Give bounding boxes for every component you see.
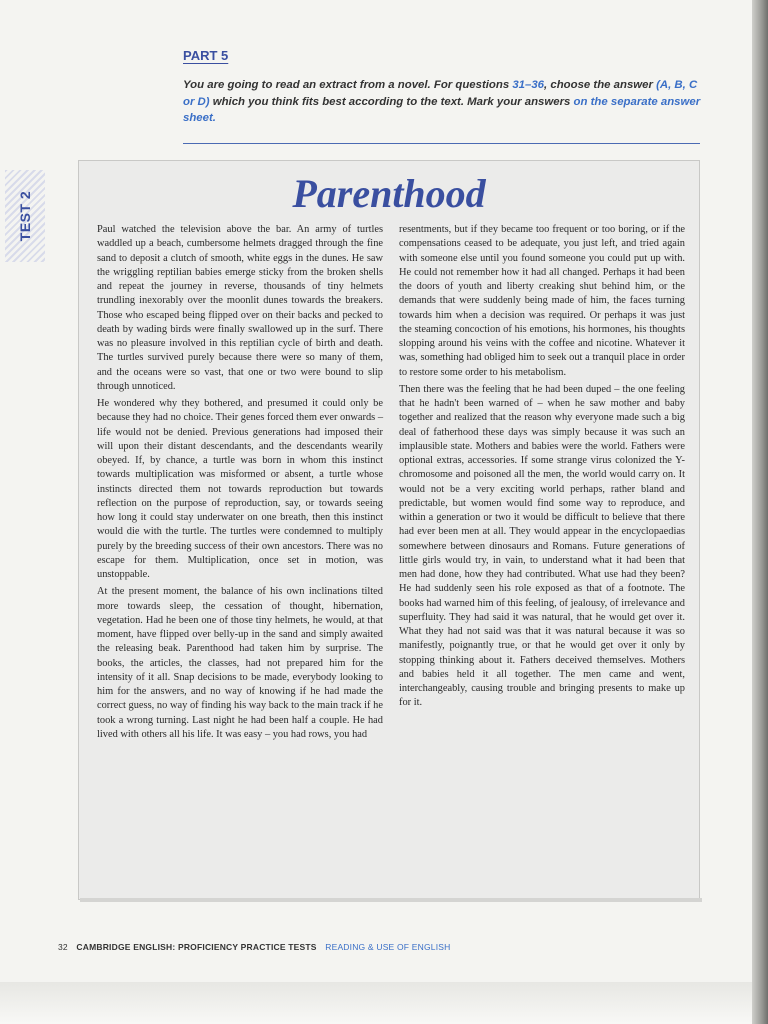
panel-shadow	[80, 898, 702, 902]
article-column-right	[399, 223, 685, 714]
page-footer	[58, 942, 450, 952]
part-title: PART 5	[183, 48, 229, 63]
instructions-text-1: You are going to read an extract from a novel. For questions	[183, 79, 513, 91]
article-paragraph: Then there was the feeling that he had been duped – the one feeling that he hadn't been warned of – when he saw mother and baby together and realized that the reason why everyone made such a big deal of fatherhood these days was simply because it was such an implausible state. Mothers and babies were the world. Fathers were optional extras, accessories. If some strange virus colonized the Y-chromosome and poisoned all the men, the world would carry on. It would not be a very exciting world perhaps, rather bland and predictable, but women would find some way to reproduce, and within a generation or two it would be difficult to believe that there had ever been men at all. They would appear in the encyclopaedias somewhere between dinosaurs and Romans. Future generations of little girls would try, in vain, to understand what it had been that men had done, how they had contributed. What use had they been? He had suddenly seen his role exposed as that of a footnote. The books had warned him of this feeling, of jealousy, of irrelevance and superfluity. They had said it was natural, that he would get over it. What they had not said was that it was natural because it was so manifestly, poignantly true, or that he would get over it only by stopping thinking about it. Fathers deceived themselves. Mothers and babies held it all together. The men came and went, interchangeably, causing trouble and bringing presents to make up for it.	[399, 383, 685, 709]
test-tab-label: TEST 2	[17, 190, 33, 242]
question-range: 31–36	[512, 79, 545, 91]
instructions-text-2: , choose the answer	[544, 79, 657, 91]
instructions-text-3: which you think fits best according to the text. Mark your answers	[209, 95, 574, 108]
article-paragraph: Paul watched the television above the bar. An army of turtles waddled up a beach, cumbersome helmets dragged through the fine sand to deposit a clutch of smooth, white eggs in the dunes. He saw the wriggling reptilian babies emerge sticky from the broken shells and repeat the journey in reverse, thousands of tiny helmets trundling inexorably over the moonlit dunes towards the breakers. Those who escaped being flipped over on their backs and pecked to death by wading birds were finally swallowed up in the surf. There was no pleasure involved in this reptilian cycle of birth and death. The turtles survived purely because there were so many of them, and the oceans were so vast, that one or two were bound to slip through unnoticed.	[97, 224, 383, 392]
section-name: READING & USE OF ENGLISH	[325, 942, 451, 952]
page-bottom-edge	[0, 982, 768, 1024]
article-paragraph: He wondered why they bothered, and presumed it could only be because they had no choice. Their genes forced them ever onwards – life would not be denied. Previous generations had imposed their will upon their distant descendants, and the descendants wearily obeyed. If, by chance, a turtle was born in whom this instinct towards multiplication was misformed or absent, a turtle whose instincts directed them not towards reproduction but towards reflection on the purpose of reproduction, say, or towards seeing how long it could stay underwater on one breath, then this instinct would die with the turtle. The turtles were condemned to multiply purely by the breeding success of their own ancestors. There was no escape for them. Multiplication, once set in motion, was unstoppable.	[97, 398, 384, 580]
answer-sheet-ref: on the separate answer sheet.	[183, 95, 701, 124]
test-side-tab	[5, 170, 45, 262]
answer-options: (A, B, C or D)	[183, 79, 698, 108]
instructions	[183, 77, 703, 127]
instructions-divider	[183, 143, 700, 144]
article-paragraph: At the present moment, the balance of his own inclinations tilted more towards sleep, the cessation of thought, hibernation, vegetation. Had he been one of those tiny helmets, he would, at that moment, have flipped over belly-up in the sand and simply awaited the releasing beak. Parenthood had taken him by surprise. The books, the articles, the classes, had not prepared him for the intensity of it all. Snap decisions to be made, everybody looking to him for the answers, and no way of knowing if he had made the correct guess, no way of finding his way back to the main track if he took a wrong turning. Last night he had been half a couple. He had lived with others all his life. It was easy – you had rows, you had	[97, 586, 383, 740]
article-column-left	[97, 223, 383, 745]
page-number: 32	[58, 942, 68, 952]
article-title: Parenthood	[292, 171, 486, 216]
book-title: CAMBRIDGE ENGLISH: PROFICIENCY PRACTICE TESTS	[76, 942, 317, 952]
article-paragraph: resentments, but if they became too frequent or too boring, or if the compensations ceased to be adequate, you just left, and tried again with someone else until you found someone you could put up with. He could not remember how it had all changed. Perhaps it had been the doors of youth and liberty creaking shut behind him, or the demands that were suddenly being made of him, the faces turning towards him when a decision was required. Or perhaps it was just the steaming concoction of his emotions, his hormones, his thoughts slopping around his veins with the coffee and nicotine. Whatever it was, something had obliged him to seek out a tranquil place in order to restore some order to his metabolism.	[399, 224, 685, 378]
binding-edge	[752, 0, 768, 1024]
